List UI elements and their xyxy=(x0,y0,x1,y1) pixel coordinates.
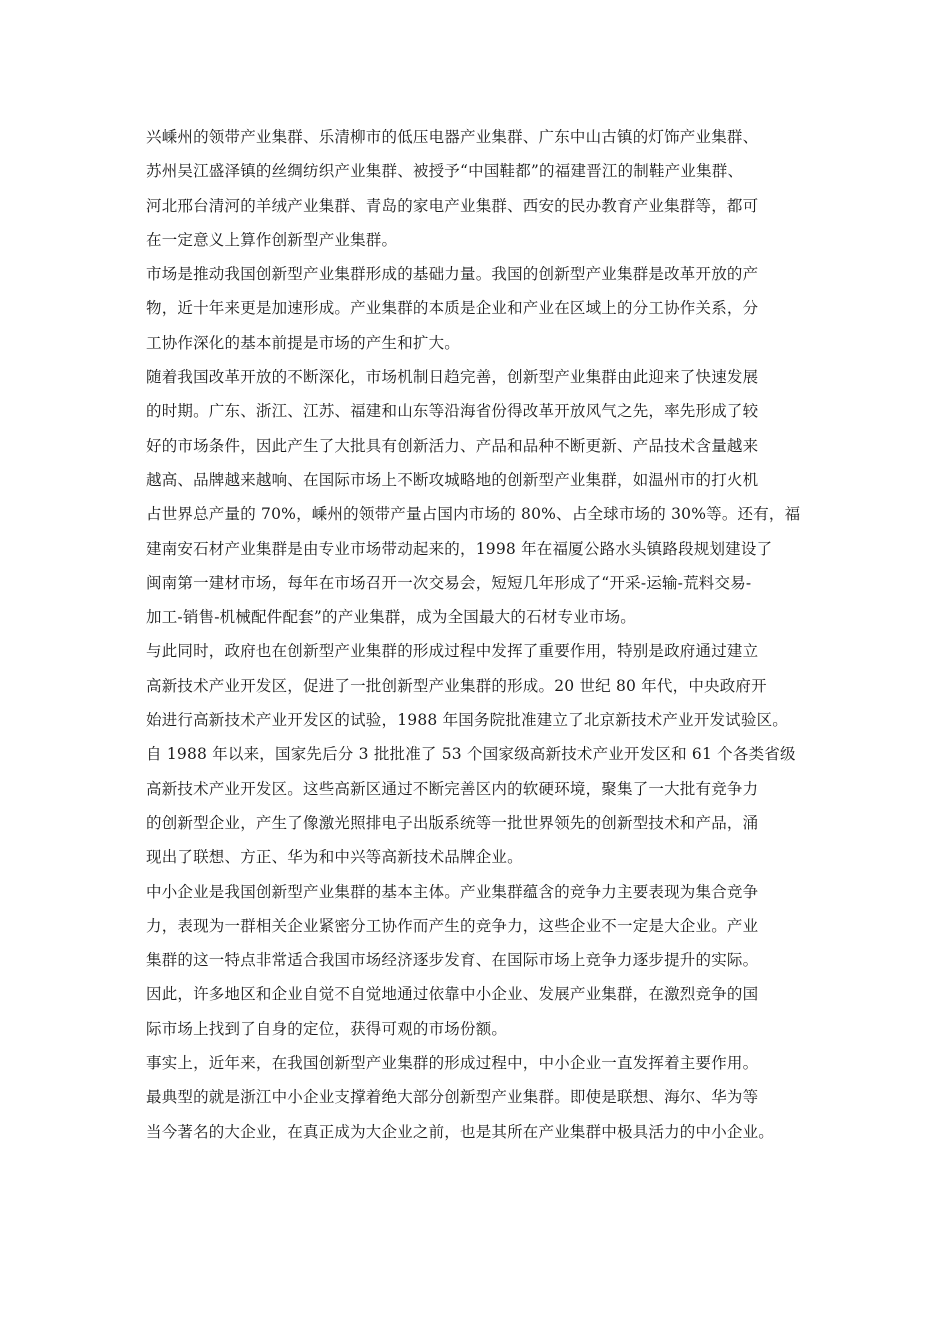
text-line: 的创新型企业，产生了像激光照排电子出版系统等一批世界领先的创新型技术和产品，涌 xyxy=(146,813,759,832)
text-line: 最典型的就是浙江中小企业支撑着绝大部分创新型产业集群。即使是联想、海尔、华为等 xyxy=(146,1088,759,1107)
text-line: 加工-销售-机械配件配套”的产业集群，成为全国最大的石材专业市场。 xyxy=(146,608,637,627)
text-line: 高新技术产业开发区，促进了一批创新型产业集群的形成。20 世纪 80 年代，中央政府开 xyxy=(146,676,767,695)
text-line: 自 1988 年以来，国家先后分 3 批批准了 53 个国家级高新技术产业开发区和 61 个各类省级 xyxy=(146,745,796,764)
text-line: 的时期。广东、浙江、江苏、福建和山东等沿海省份得改革开放风气之先，率先形成了较 xyxy=(146,402,759,421)
text-line: 事实上，近年来，在我国创新型产业集群的形成过程中，中小企业一直发挥着主要作用。 xyxy=(146,1054,759,1073)
text-line: 与此同时，政府也在创新型产业集群的形成过程中发挥了重要作用，特别是政府通过建立 xyxy=(146,642,759,661)
text-line: 工协作深化的基本前提是市场的产生和扩大。 xyxy=(146,333,461,352)
text-line: 物，近十年来更是加速形成。产业集群的本质是企业和产业在区域上的分工协作关系，分 xyxy=(146,299,759,318)
text-line: 占世界总产量的 70%，嵊州的领带产量占国内市场的 80%、占全球市场的 30%等。还有，福 xyxy=(146,505,801,524)
text-line: 现出了联想、方正、华为和中兴等高新技术品牌企业。 xyxy=(146,848,523,867)
text-line: 越高、品牌越来越响、在国际市场上不断攻城略地的创新型产业集群，如温州市的打火机 xyxy=(146,470,759,489)
text-line: 始进行高新技术产业开发区的试验，1988 年国务院批准建立了北京新技术产业开发试验区。 xyxy=(146,711,788,730)
text-line: 在一定意义上算作创新型产业集群。 xyxy=(146,230,398,249)
text-line: 高新技术产业开发区。这些高新区通过不断完善区内的软硬环境，聚集了一大批有竞争力 xyxy=(146,779,759,798)
text-line: 兴嵊州的领带产业集群、乐清柳市的低压电器产业集群、广东中山古镇的灯饰产业集群、 xyxy=(146,128,759,146)
text-line: 力，表现为一群相关企业紧密分工协作而产生的竞争力，这些企业不一定是大企业。产业 xyxy=(146,916,759,935)
text-line: 因此，许多地区和企业自觉不自觉地通过依靠中小企业、发展产业集群，在激烈竞争的国 xyxy=(146,985,759,1004)
body-text xyxy=(146,120,826,1149)
text-line: 当今著名的大企业，在真正成为大企业之前，也是其所在产业集群中极具活力的中小企业。 xyxy=(146,1122,775,1141)
text-line: 集群的这一特点非常适合我国市场经济逐步发育、在国际市场上竞争力逐步提升的实际。 xyxy=(146,951,759,970)
text-line: 苏州吴江盛泽镇的丝绸纺织产业集群、被授予“中国鞋都”的福建晋江的制鞋产业集群、 xyxy=(146,162,744,181)
text-line: 闽南第一建材市场，每年在市场召开一次交易会，短短几年形成了“开采-运输-荒料交易- xyxy=(146,573,752,592)
text-line: 随着我国改革开放的不断深化，市场机制日趋完善，创新型产业集群由此迎来了快速发展 xyxy=(146,368,759,387)
text-line: 好的市场条件，因此产生了大批具有创新活力、产品和品种不断更新、产品技术含量越来 xyxy=(146,436,759,455)
text-line: 际市场上找到了自身的定位，获得可观的市场份额。 xyxy=(146,1019,508,1038)
text-line: 中小企业是我国创新型产业集群的基本主体。产业集群蕴含的竞争力主要表现为集合竞争 xyxy=(146,882,759,901)
text-line: 市场是推动我国创新型产业集群形成的基础力量。我国的创新型产业集群是改革开放的产 xyxy=(146,265,759,284)
text-line: 河北邢台清河的羊绒产业集群、青岛的家电产业集群、西安的民办教育产业集群等，都可 xyxy=(146,196,759,215)
text-line: 建南安石材产业集群是由专业市场带动起来的，1998 年在福厦公路水头镇路段规划建设了 xyxy=(146,539,773,558)
